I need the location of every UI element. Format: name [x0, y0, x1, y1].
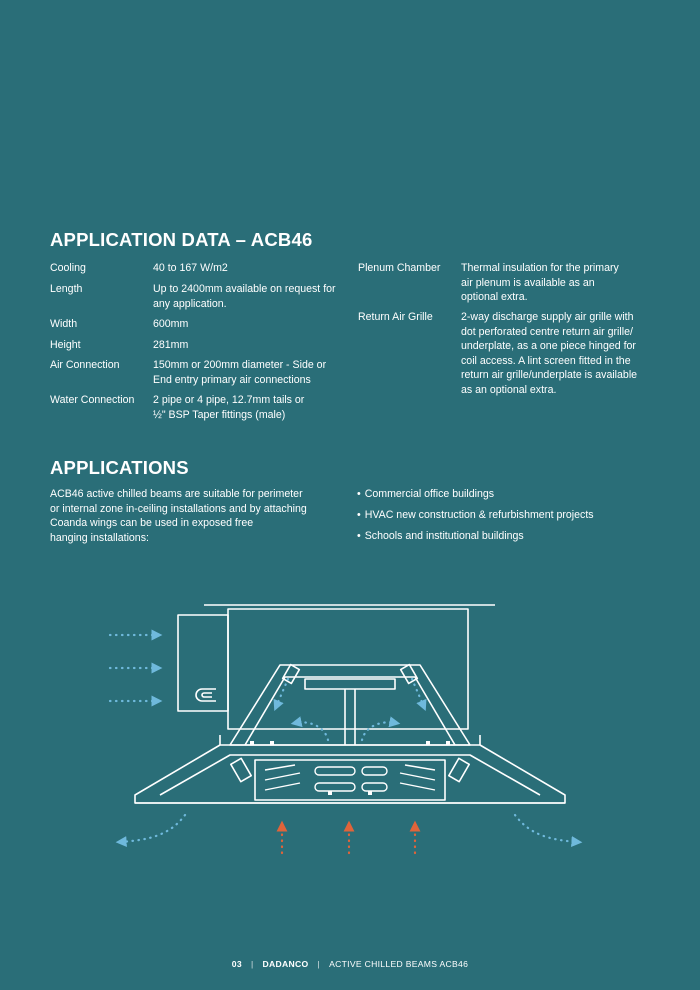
spec-value-line2: air plenum is available as an [461, 276, 595, 289]
grille-slots [265, 765, 435, 791]
page-number: 03 [231, 959, 242, 969]
spec-value: 150mm or 200mm diameter - Side or [153, 359, 327, 371]
applications-bullet-list [357, 487, 594, 550]
spec-value: 2 pipe or 4 pipe, 12.7mm tails or [153, 394, 305, 406]
spec-value-line4: coil access. A lint screen fitted in the [461, 354, 631, 367]
paragraph-line: hanging installations: [50, 531, 149, 544]
applications-title: APPLICATIONS [50, 457, 189, 478]
spec-value: 40 to 167 W/m2 [153, 262, 228, 274]
page-footer: 03 | DADANCO | ACTIVE CHILLED BEAMS ACB46 [231, 959, 469, 969]
beam-outline [135, 605, 565, 803]
applications-paragraph [50, 487, 325, 545]
footer-product: ACTIVE CHILLED BEAMS ACB46 [329, 959, 469, 969]
spec-value: Up to 2400mm available on request for [153, 283, 336, 295]
induced-air-arrows [276, 679, 424, 740]
application-data-title: APPLICATION DATA – ACB46 [50, 229, 313, 250]
chilled-beam-diagram [100, 595, 600, 865]
spec-value-line3: optional extra. [461, 291, 528, 303]
spec-value-line6: as an optional extra. [461, 383, 557, 396]
bullet-item: • Schools and institutional buildings [357, 529, 594, 544]
spec-value-line2: dot perforated centre return air grille/ [461, 325, 633, 338]
paragraph-line: ACB46 active chilled beams are suitable for perimeter [50, 488, 303, 500]
spec-value: 281mm [153, 339, 189, 351]
spec-value-line2: any application. [153, 297, 227, 310]
spec-label: Plenum Chamber [358, 262, 441, 274]
primary-air-arrows [110, 635, 158, 701]
bullet-item: • HVAC new construction & refurbishment projects [357, 508, 594, 523]
footer-brand: DADANCO [262, 959, 309, 969]
spec-label: Water Connection [50, 394, 135, 406]
spec-value-line3: underplate, as a one piece hinged for [461, 340, 636, 352]
spec-value-line2: ½" BSP Taper fittings (male) [153, 408, 286, 421]
spec-label: Height [50, 339, 81, 351]
spec-label: Return Air Grille [358, 311, 433, 323]
spec-value-line5: return air grille/underplate is available [461, 369, 638, 381]
spec-label: Air Connection [50, 359, 120, 371]
spec-value: 600mm [153, 318, 189, 330]
spec-value: Thermal insulation for the primary [461, 262, 619, 274]
bullet-item: • Commercial office buildings [357, 487, 594, 502]
paragraph-line: or internal zone in-ceiling installations and by attaching [50, 502, 307, 515]
spec-label: Width [50, 318, 78, 330]
spec-value-line2: End entry primary air connections [153, 373, 311, 386]
spec-value: 2-way discharge supply air grille with [461, 311, 634, 323]
spec-label: Cooling [50, 262, 86, 274]
paragraph-line: Coanda wings can be used in exposed free [50, 517, 254, 529]
return-air-arrows [282, 825, 415, 853]
spec-label: Length [50, 283, 83, 295]
